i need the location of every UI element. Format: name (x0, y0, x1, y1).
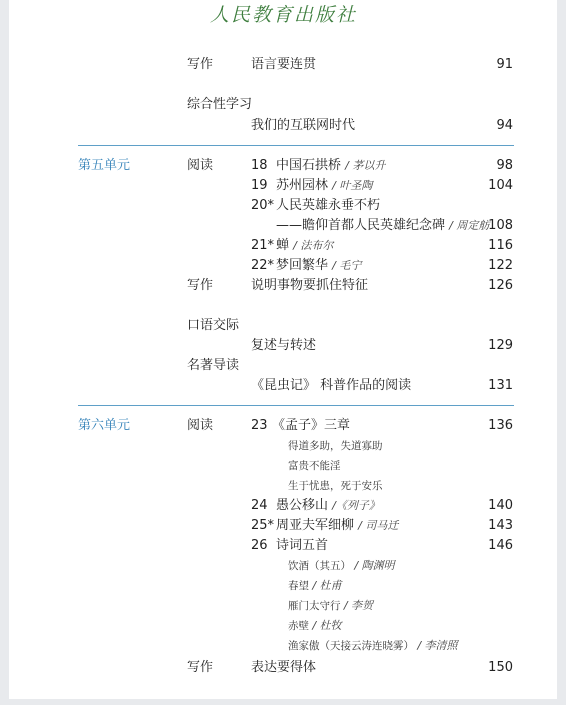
lesson-title[interactable] (276, 238, 333, 254)
page-number: 136 (488, 418, 513, 433)
sub-entry[interactable] (288, 638, 458, 654)
toc-entry-title[interactable]: 说明事物要抓住特征 (251, 278, 369, 293)
lesson-title[interactable]: 人民英雄永垂不朽 (276, 198, 381, 213)
lesson-title[interactable]: 诗词五首 (276, 538, 329, 553)
toc-entry-title[interactable]: 《昆虫记》 科普作品的阅读 (251, 378, 412, 393)
lesson-title[interactable] (276, 498, 380, 514)
lesson-title-text: 梦回繁华 (276, 258, 329, 273)
lesson-number: 18 (251, 158, 268, 173)
toc-entry-title[interactable]: 复述与转述 (251, 338, 317, 353)
sub-entry-title: 雁门太守行 (288, 600, 341, 612)
lesson-author: / 周定舫 (449, 219, 490, 232)
unit-title: 第六单元 (78, 418, 131, 433)
lesson-number: 23 (251, 418, 268, 433)
writing-label: 写作 (187, 278, 214, 293)
lesson-author: / 毛宁 (332, 259, 362, 272)
lesson-number: 22* (251, 258, 275, 273)
page-number: 143 (488, 518, 513, 533)
toc-entry-title[interactable]: 语言要连贯 (251, 57, 317, 72)
sub-entry[interactable] (288, 558, 395, 574)
page-number: 108 (488, 218, 513, 233)
page-number: 146 (488, 538, 513, 553)
reading-label: 阅读 (187, 418, 214, 433)
lesson-title[interactable]: 《孟子》三章 (272, 418, 351, 433)
sub-entry[interactable]: 得道多助，失道寡助 (288, 440, 383, 452)
page-number: 150 (488, 660, 513, 675)
sub-entry-title: 春望 (288, 580, 309, 592)
lesson-number: 26 (251, 538, 268, 553)
page-number: 131 (488, 378, 513, 393)
unit-title: 第五单元 (78, 158, 131, 173)
lesson-title[interactable] (276, 258, 361, 274)
lesson-number: 19 (251, 178, 268, 193)
toc-entry-title[interactable]: 我们的互联网时代 (251, 118, 356, 133)
lesson-title-text: 蝉 (276, 238, 290, 253)
sub-entry-title: 饮酒（其五） (288, 560, 351, 572)
lesson-author: / 茅以升 (345, 159, 386, 172)
lesson-subtitle[interactable] (276, 218, 489, 234)
lesson-author: / 叶圣陶 (332, 179, 373, 192)
comprehensive-label: 综合性学习 (187, 97, 253, 112)
oral-label: 口语交际 (187, 318, 240, 333)
lesson-number: 24 (251, 498, 268, 513)
page-number: 129 (488, 338, 513, 353)
lesson-subtitle-text: ——瞻仰首都人民英雄纪念碑 (276, 218, 446, 233)
sub-entry-title: 赤壁 (288, 620, 309, 632)
reading-label: 阅读 (187, 158, 214, 173)
unit-divider (78, 405, 514, 406)
lesson-title[interactable] (276, 158, 385, 174)
lesson-author: / 法布尔 (293, 239, 334, 252)
sub-entry[interactable] (288, 618, 342, 634)
writing-label: 写作 (187, 660, 214, 675)
sub-entry-author: / 杜牧 (312, 619, 342, 632)
right-margin-bar (557, 0, 566, 705)
page-number: 116 (488, 238, 513, 253)
sub-entry[interactable]: 富贵不能淫 (288, 460, 341, 472)
lesson-title-text: 愚公移山 (276, 498, 329, 513)
lesson-title-text: 中国石拱桥 (276, 158, 342, 173)
sub-entry-author: / 李清照 (417, 639, 458, 652)
writing-label: 写作 (187, 57, 214, 72)
classics-label: 名著导读 (187, 358, 240, 373)
page-number: 122 (488, 258, 513, 273)
sub-entry-author: / 李贺 (343, 599, 374, 612)
page-number: 94 (496, 118, 513, 133)
lesson-title[interactable] (276, 518, 398, 534)
page-number: 104 (488, 178, 513, 193)
sub-entry[interactable]: 生于忧患，死于安乐 (288, 480, 383, 492)
lesson-number: 25* (251, 518, 275, 533)
page-number: 91 (496, 57, 513, 72)
sub-entry[interactable] (288, 578, 342, 594)
lesson-author: /《列子》 (332, 499, 380, 512)
sub-entry-author: / 陶渊明 (354, 559, 395, 572)
lesson-author: / 司马迁 (358, 519, 399, 532)
lesson-number: 21* (251, 238, 275, 253)
sub-entry[interactable] (288, 598, 373, 614)
page-number: 140 (488, 498, 513, 513)
publisher-logo: 人民教育出版社 (210, 4, 358, 26)
lesson-title-text: 苏州园林 (276, 178, 329, 193)
bottom-margin-bar (0, 699, 566, 705)
lesson-title[interactable] (276, 178, 372, 194)
unit-divider (78, 145, 514, 146)
lesson-number: 20* (251, 198, 275, 213)
toc-entry-title[interactable]: 表达要得体 (251, 660, 317, 675)
page-number: 126 (488, 278, 513, 293)
sub-entry-title: 渔家傲（天接云涛连晓雾） (288, 640, 414, 652)
left-margin-bar (0, 0, 9, 705)
lesson-title-text: 周亚夫军细柳 (276, 518, 355, 533)
page-number: 98 (496, 158, 513, 173)
sub-entry-author: / 杜甫 (312, 579, 342, 592)
